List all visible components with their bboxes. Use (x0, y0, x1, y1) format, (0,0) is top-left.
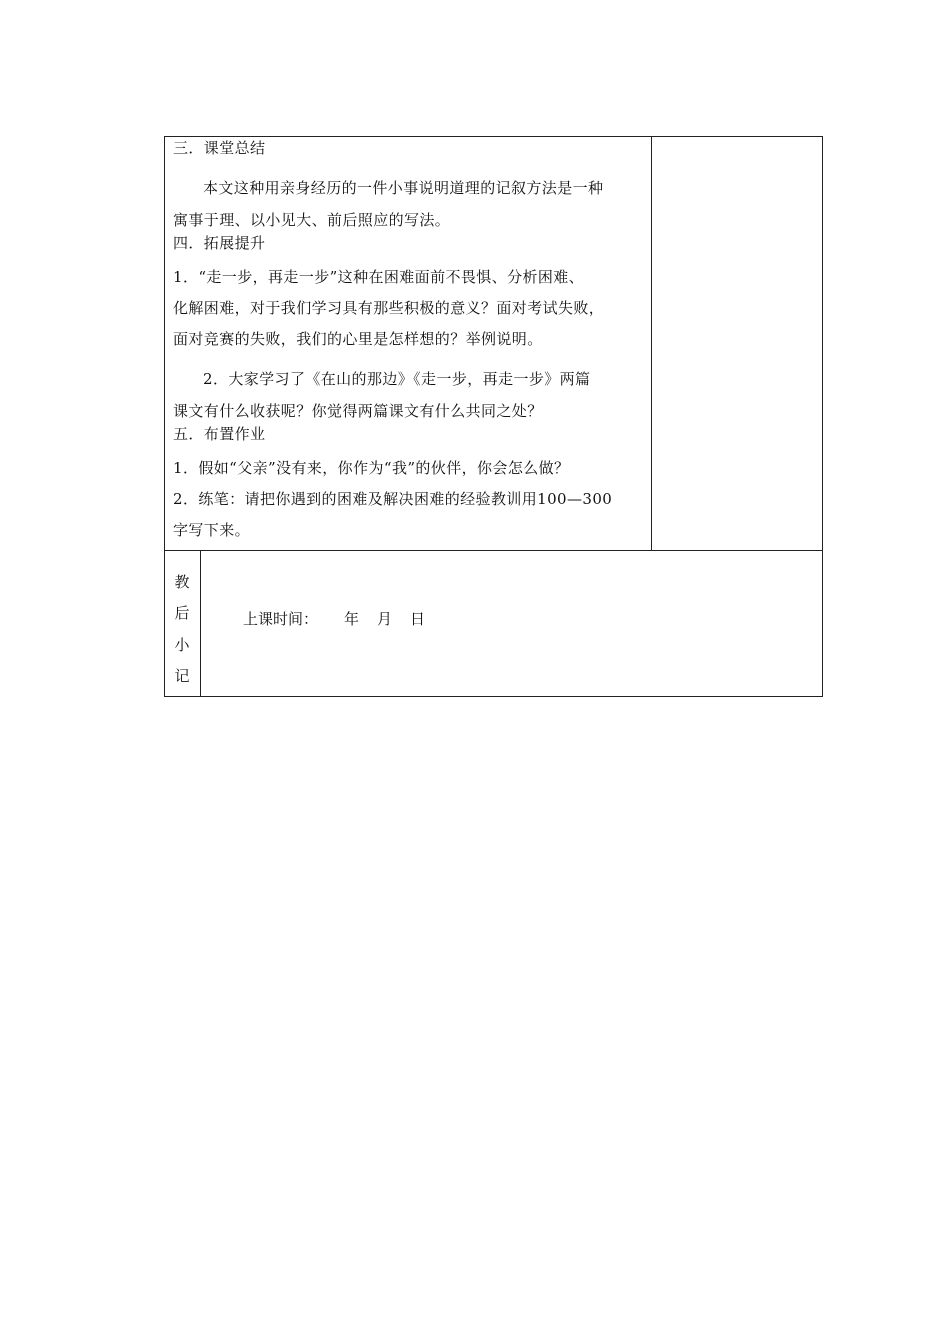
class-time-line (243, 609, 425, 629)
class-time-label: 上课时间： (243, 610, 319, 628)
section4-item1-line3: 面对竞赛的失败，我们的心里是怎样想的？举例说明。 (173, 330, 543, 348)
notes-column-divider (651, 136, 652, 550)
section3-paragraph-line1: 本文这种用亲身经历的一件小事说明道理的记叙方法是一种 (203, 179, 604, 197)
label-char: 记 (174, 667, 190, 685)
reflection-label (164, 550, 200, 697)
month-label: 月 (377, 610, 393, 628)
section3-heading: 三．课堂总结 (173, 139, 266, 157)
label-char: 教 (174, 573, 190, 591)
row-divider (164, 550, 823, 551)
label-column-divider (200, 550, 201, 697)
section4-item2-line2: 课文有什么收获呢？你觉得两篇课文有什么共同之处？ (173, 402, 543, 420)
label-char: 小 (174, 636, 190, 654)
section5-heading: 五．布置作业 (173, 425, 266, 443)
section5-item1: 1．假如“父亲”没有来，你作为“我”的伙伴，你会怎么做？ (173, 459, 570, 477)
section4-item1-line1: 1．“走一步，再走一步”这种在困难面前不畏惧、分析困难、 (173, 268, 585, 286)
section4-item2-line1: 2．大家学习了《在山的那边》《走一步，再走一步》两篇 (203, 370, 591, 388)
section4-item1-line2: 化解困难，对于我们学习具有那些积极的意义？面对考试失败， (173, 299, 605, 317)
day-label: 日 (410, 610, 426, 628)
section4-heading: 四．拓展提升 (173, 234, 266, 252)
section5-item2-line2: 字写下来。 (173, 521, 251, 539)
section3-paragraph-line2: 寓事于理、以小见大、前后照应的写法。 (173, 211, 451, 229)
year-label: 年 (344, 610, 360, 628)
label-char: 后 (174, 604, 190, 622)
section5-item2-line1: 2．练笔：请把你遇到的困难及解决困难的经验教训用100—300 (173, 490, 613, 508)
